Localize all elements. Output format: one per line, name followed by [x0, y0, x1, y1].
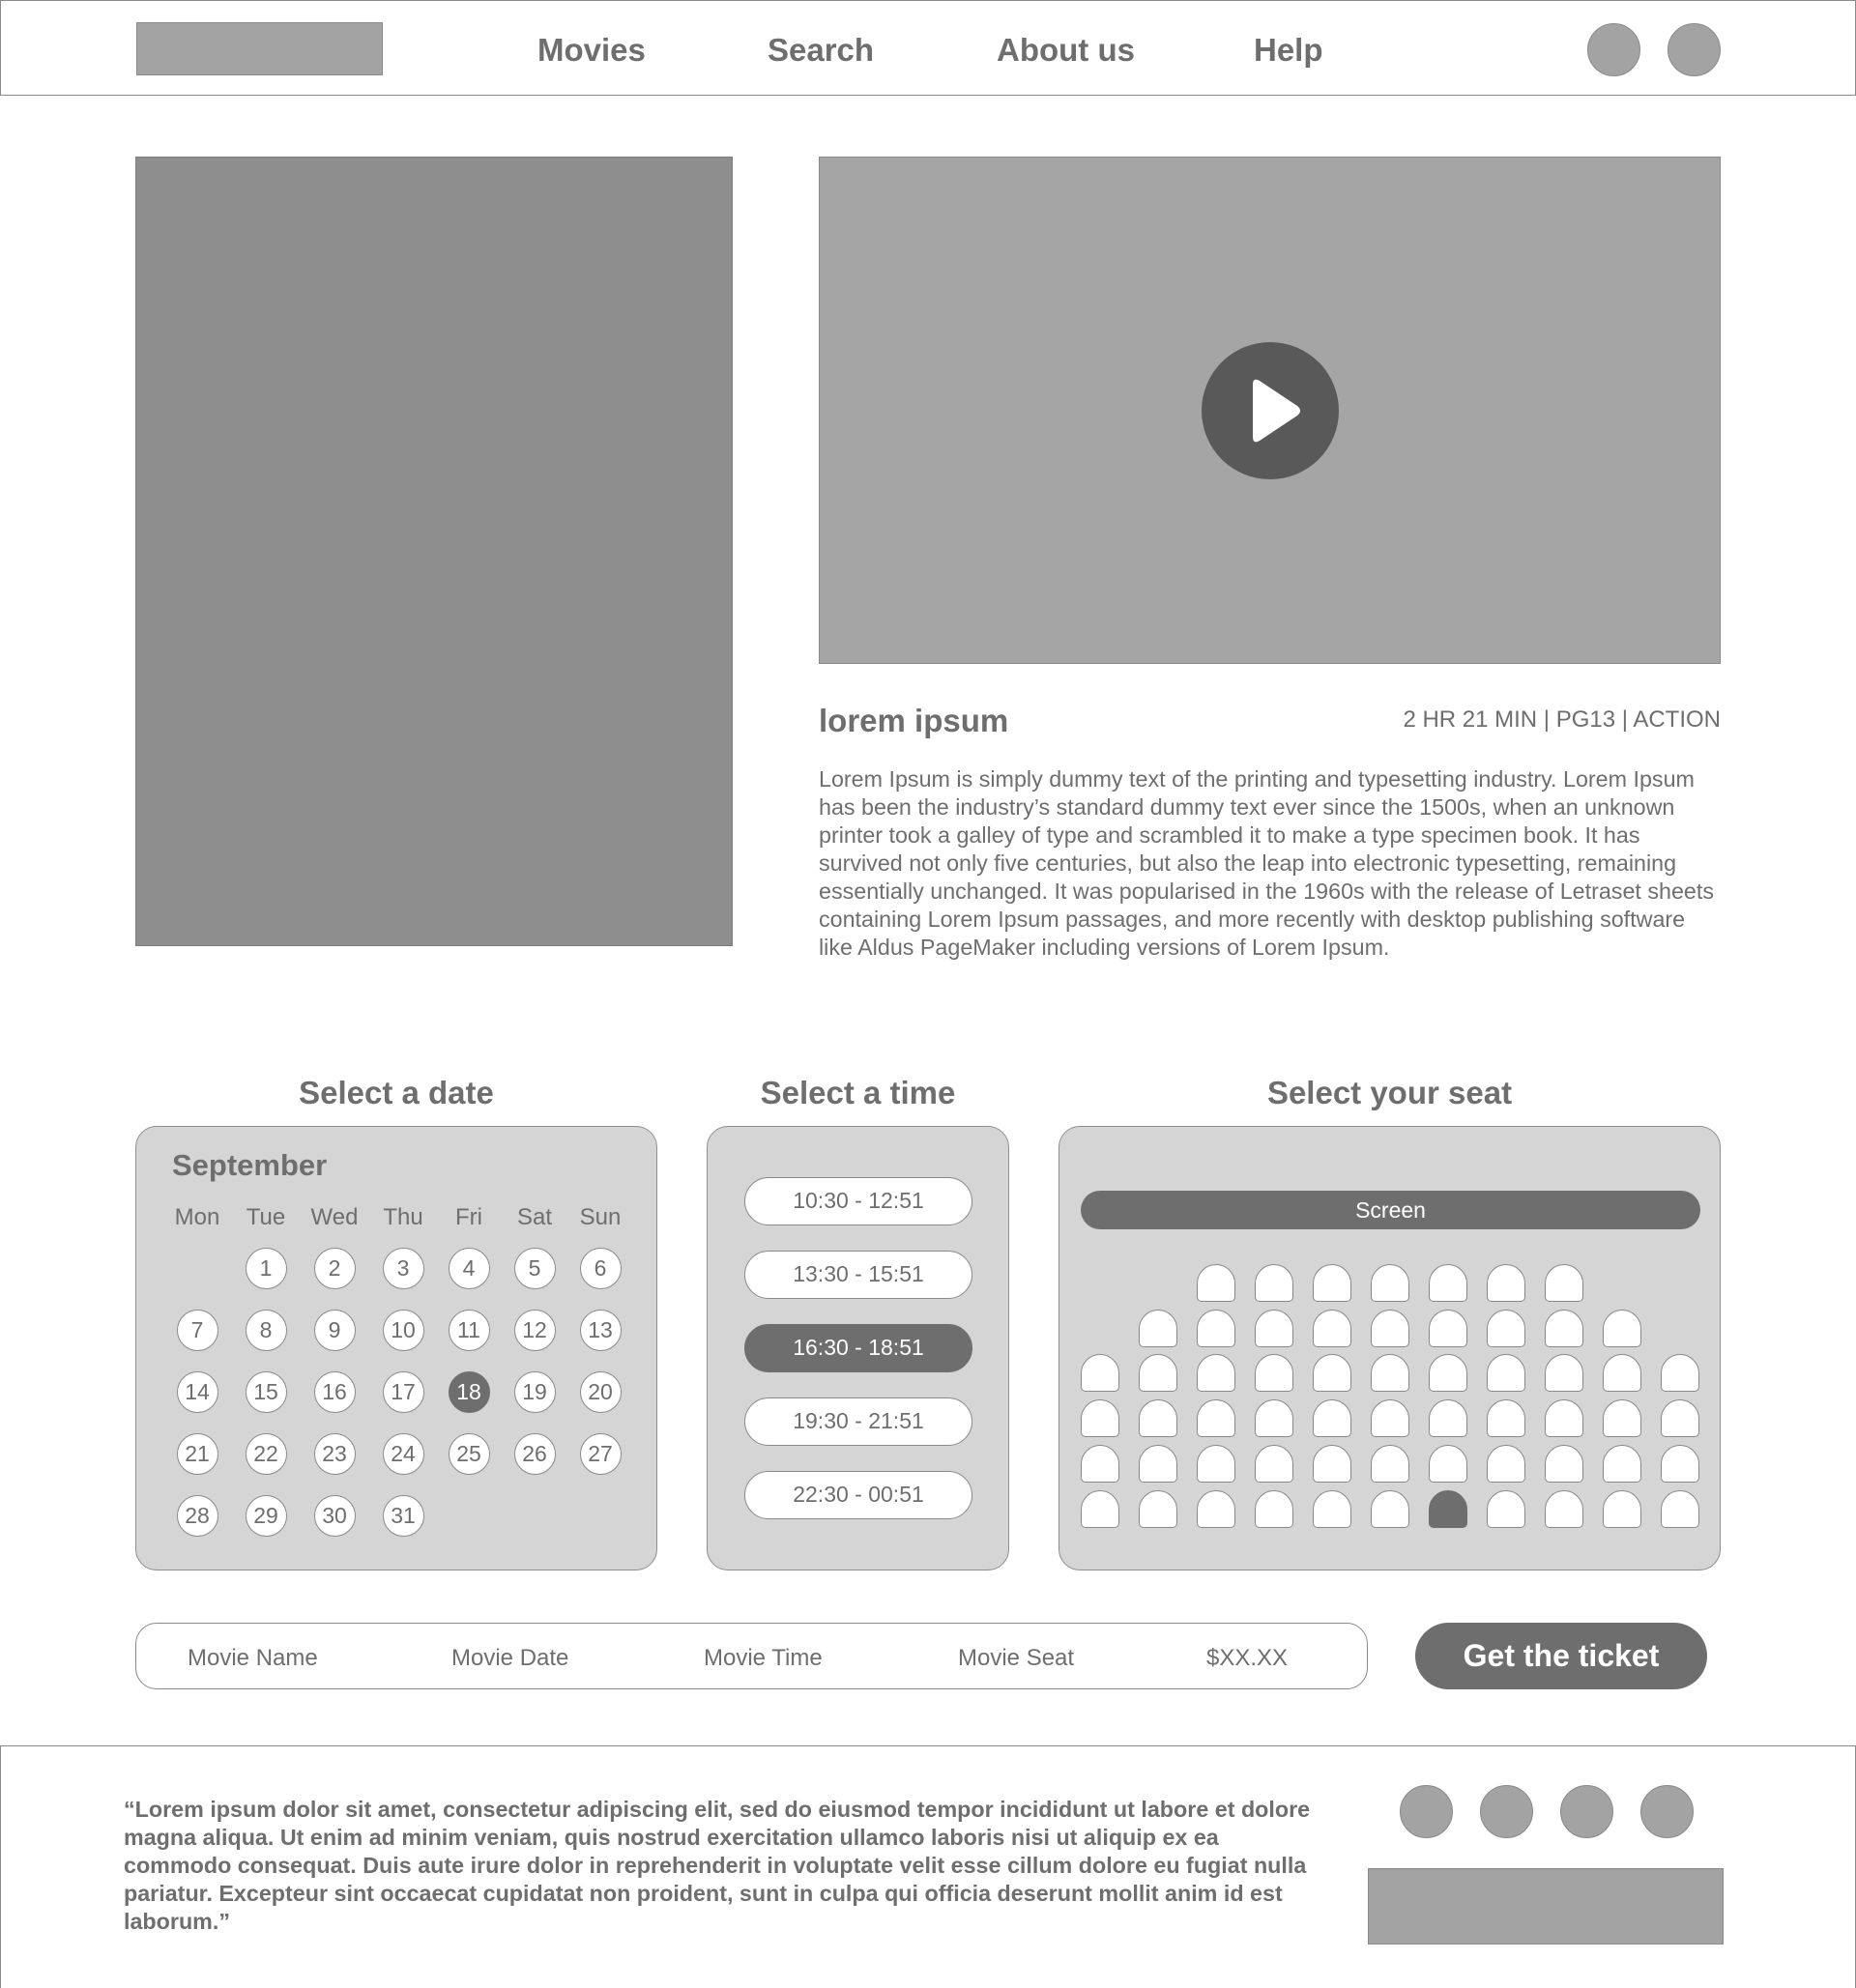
seat[interactable] [1313, 1264, 1351, 1302]
calendar-day-21[interactable]: 21 [177, 1433, 218, 1475]
seat[interactable] [1603, 1445, 1641, 1483]
seat[interactable] [1255, 1354, 1293, 1392]
weekday-label: Wed [310, 1204, 359, 1230]
calendar-day-13[interactable]: 13 [580, 1310, 622, 1351]
trailer-video[interactable] [819, 157, 1721, 664]
seat[interactable] [1139, 1310, 1177, 1347]
seat-selected[interactable] [1429, 1490, 1467, 1528]
calendar-day-31[interactable]: 31 [383, 1495, 424, 1537]
seat[interactable] [1603, 1399, 1641, 1437]
seat[interactable] [1487, 1445, 1525, 1483]
seat[interactable] [1197, 1264, 1235, 1302]
social-icon-2[interactable] [1480, 1785, 1533, 1838]
calendar-day-8[interactable]: 8 [246, 1310, 287, 1351]
header [0, 0, 1856, 96]
seat[interactable] [1313, 1490, 1351, 1528]
movie-description: Lorem Ipsum is simply dummy text of the printing and typesetting industry. Lorem Ipsum has been the industry’s standard dummy text ever since the 1500s, when an unknown printer took a galley of type and scrambled it to make a type specimen book. It has survived not only five centuries, but also the leap into electronic typesetting, remaining essentially unchanged. It was popularised in the 1960s with the release of Letraset sheets containing Lorem Ipsum passages, and more recently with desktop publishing software like Aldus PageMaker including versions of Lorem Ipsum. [819, 766, 1714, 960]
seat[interactable] [1603, 1354, 1641, 1392]
seat[interactable] [1487, 1354, 1525, 1392]
seat[interactable] [1371, 1399, 1409, 1437]
select-seat-title: Select your seat [1266, 1075, 1513, 1110]
calendar-panel [135, 1126, 657, 1570]
seat[interactable] [1139, 1445, 1177, 1483]
calendar-day-12[interactable]: 12 [514, 1310, 556, 1351]
calendar-day-1[interactable]: 1 [246, 1248, 287, 1289]
weekday-label: Sat [516, 1204, 553, 1230]
seat[interactable] [1429, 1399, 1467, 1437]
time-slot[interactable]: 22:30 - 00:51 [744, 1471, 972, 1519]
seat[interactable] [1313, 1310, 1351, 1347]
calendar-day-11[interactable]: 11 [449, 1310, 490, 1351]
calendar-day-10[interactable]: 10 [383, 1310, 424, 1351]
footer-quote: “Lorem ipsum dolor sit amet, consectetur adipiscing elit, sed do eiusmod tempor incididunt ut labore et dolore magna aliqua. Ut enim ad minim veniam, quis nostrud exercitation ullamco laboris nisi ut aliquip ex ea commodo consequat. Duis aute irure dolor in reprehenderit in voluptate velit esse cillum dolore eu fugiat nulla pariatur. Excepteur sint occaecat cupidatat non proident, sunt in culpa qui officia deserunt mollit anim id est laborum.” [124, 1797, 1311, 1934]
nav-about-us[interactable]: About us [997, 32, 1135, 68]
calendar-day-24[interactable]: 24 [383, 1433, 424, 1475]
nav-movies[interactable]: Movies [537, 32, 646, 68]
calendar-day-18[interactable]: 18 [449, 1371, 490, 1413]
calendar-day-3[interactable]: 3 [383, 1248, 424, 1289]
seat[interactable] [1255, 1445, 1293, 1483]
logo-placeholder[interactable] [136, 22, 383, 75]
select-date-title: Select a date [299, 1075, 494, 1110]
social-icon-3[interactable] [1560, 1785, 1613, 1838]
summary-movie-date: Movie Date [451, 1645, 569, 1671]
footer-placeholder-box [1368, 1868, 1724, 1945]
seat[interactable] [1255, 1264, 1293, 1302]
time-slot[interactable]: 19:30 - 21:51 [744, 1397, 972, 1446]
summary-price: $XX.XX [1206, 1645, 1289, 1671]
summary-movie-name: Movie Name [188, 1645, 318, 1671]
calendar-day-22[interactable]: 22 [246, 1433, 287, 1475]
seat[interactable] [1313, 1445, 1351, 1483]
calendar-day-20[interactable]: 20 [580, 1371, 622, 1413]
header-circle-icon-1[interactable] [1587, 23, 1640, 76]
seat[interactable] [1371, 1490, 1409, 1528]
seat[interactable] [1545, 1354, 1583, 1392]
seat[interactable] [1313, 1399, 1351, 1437]
calendar-day-14[interactable]: 14 [177, 1371, 218, 1413]
seat[interactable] [1545, 1310, 1583, 1347]
seat[interactable] [1661, 1445, 1699, 1483]
social-icon-4[interactable] [1640, 1785, 1694, 1838]
calendar-day-19[interactable]: 19 [514, 1371, 556, 1413]
seat[interactable] [1197, 1445, 1235, 1483]
summary-movie-seat: Movie Seat [958, 1645, 1075, 1671]
booking-summary [135, 1623, 1368, 1689]
weekday-label: Mon [174, 1204, 220, 1230]
weekday-label: Thu [383, 1204, 423, 1230]
seat[interactable] [1603, 1310, 1641, 1347]
social-icon-1[interactable] [1400, 1785, 1453, 1838]
seat[interactable] [1197, 1399, 1235, 1437]
calendar-day-17[interactable]: 17 [383, 1371, 424, 1413]
calendar-day-4[interactable]: 4 [449, 1248, 490, 1289]
seat[interactable] [1545, 1445, 1583, 1483]
nav-search[interactable]: Search [768, 32, 875, 68]
weekday-label: Tue [246, 1204, 286, 1230]
calendar-day-25[interactable]: 25 [449, 1433, 490, 1475]
seat[interactable] [1545, 1490, 1583, 1528]
calendar-day-27[interactable]: 27 [580, 1433, 622, 1475]
calendar-day-23[interactable]: 23 [314, 1433, 356, 1475]
calendar-day-5[interactable]: 5 [514, 1248, 556, 1289]
seat[interactable] [1197, 1310, 1235, 1347]
select-time-title: Select a time [760, 1075, 956, 1110]
seat[interactable] [1313, 1354, 1351, 1392]
calendar-day-15[interactable]: 15 [246, 1371, 287, 1413]
time-slot[interactable]: 10:30 - 12:51 [744, 1177, 972, 1225]
calendar-month: September [172, 1148, 328, 1182]
seat[interactable] [1603, 1490, 1641, 1528]
time-panel [707, 1126, 1009, 1570]
seat[interactable] [1371, 1354, 1409, 1392]
calendar-day-28[interactable]: 28 [177, 1495, 218, 1537]
play-icon[interactable] [1202, 342, 1339, 479]
seat[interactable] [1081, 1490, 1119, 1528]
seat[interactable] [1429, 1445, 1467, 1483]
seat[interactable] [1429, 1310, 1467, 1347]
nav-help[interactable]: Help [1254, 32, 1323, 68]
seat[interactable] [1139, 1354, 1177, 1392]
seat[interactable] [1255, 1399, 1293, 1437]
seat[interactable] [1661, 1399, 1699, 1437]
get-ticket-button[interactable]: Get the ticket [1415, 1623, 1707, 1689]
seat[interactable] [1487, 1490, 1525, 1528]
movie-poster [135, 157, 733, 946]
seat[interactable] [1545, 1264, 1583, 1302]
screen-bar: Screen [1081, 1191, 1700, 1229]
seat[interactable] [1371, 1310, 1409, 1347]
calendar-day-16[interactable]: 16 [314, 1371, 356, 1413]
movie-title: lorem ipsum [819, 703, 1009, 738]
movie-meta: 2 HR 21 MIN | PG13 | ACTION [1403, 706, 1721, 733]
seat[interactable] [1661, 1490, 1699, 1528]
footer [0, 1745, 1856, 1988]
profile-avatar-icon[interactable] [1668, 23, 1721, 76]
seat[interactable] [1197, 1354, 1235, 1392]
time-slot[interactable]: 16:30 - 18:51 [744, 1324, 972, 1372]
seat[interactable] [1081, 1445, 1119, 1483]
seat[interactable] [1371, 1264, 1409, 1302]
seat[interactable] [1545, 1399, 1583, 1437]
weekday-label: Fri [455, 1204, 482, 1230]
seat[interactable] [1255, 1310, 1293, 1347]
calendar-day-29[interactable]: 29 [246, 1495, 287, 1537]
calendar-day-30[interactable]: 30 [314, 1495, 356, 1537]
seat-panel [1058, 1126, 1721, 1570]
seat[interactable] [1255, 1490, 1293, 1528]
calendar-day-7[interactable]: 7 [177, 1310, 218, 1351]
calendar-day-26[interactable]: 26 [514, 1433, 556, 1475]
seat[interactable] [1371, 1445, 1409, 1483]
calendar-day-2[interactable]: 2 [314, 1248, 356, 1289]
seat[interactable] [1081, 1399, 1119, 1437]
calendar-day-9[interactable]: 9 [314, 1310, 356, 1351]
seat[interactable] [1139, 1399, 1177, 1437]
seat[interactable] [1487, 1399, 1525, 1437]
seat[interactable] [1487, 1264, 1525, 1302]
seat[interactable] [1197, 1490, 1235, 1528]
calendar-day-6[interactable]: 6 [580, 1248, 622, 1289]
weekday-label: Sun [579, 1204, 622, 1230]
seat[interactable] [1487, 1310, 1525, 1347]
seat[interactable] [1429, 1264, 1467, 1302]
summary-movie-time: Movie Time [704, 1645, 823, 1671]
seat[interactable] [1661, 1354, 1699, 1392]
seat[interactable] [1429, 1354, 1467, 1392]
seat[interactable] [1139, 1490, 1177, 1528]
seat[interactable] [1081, 1354, 1119, 1392]
time-slot[interactable]: 13:30 - 15:51 [744, 1251, 972, 1299]
